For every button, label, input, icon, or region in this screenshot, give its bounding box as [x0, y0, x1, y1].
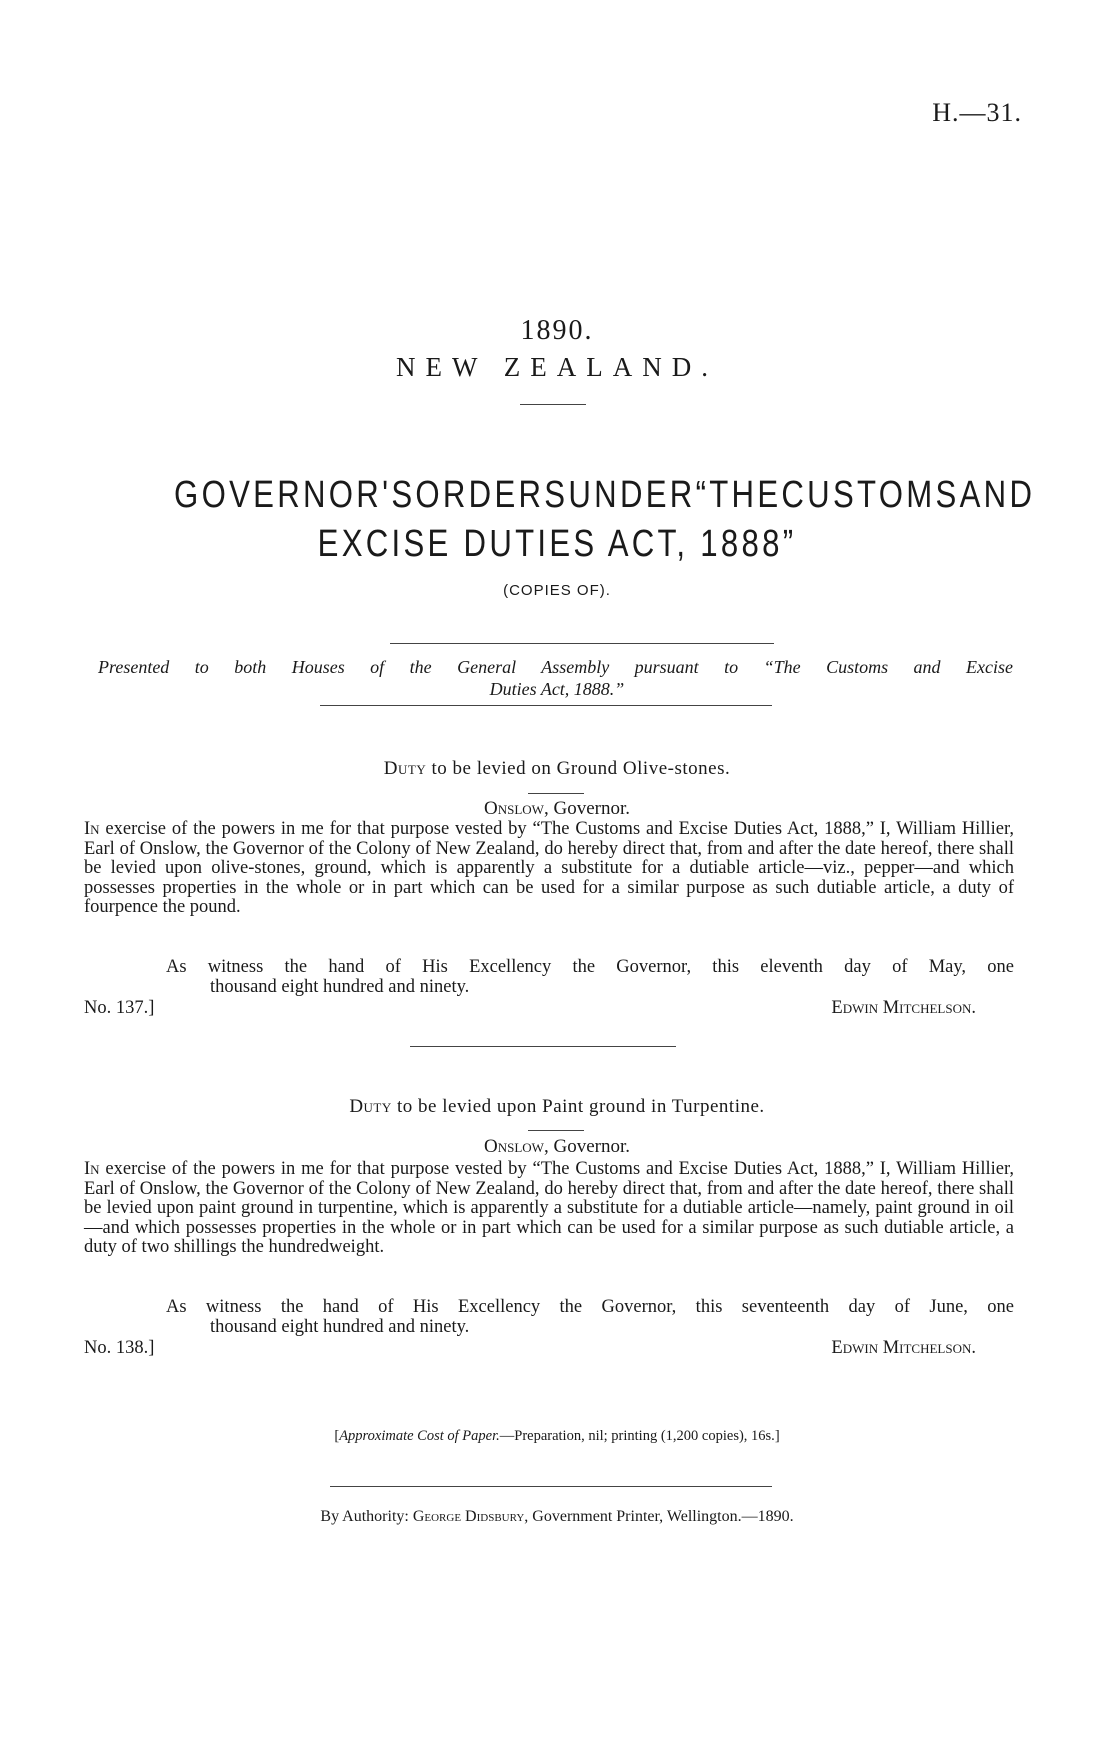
governor-title: , Governor.	[543, 798, 630, 819]
order-137-witness	[84, 958, 1014, 997]
rule-between-orders	[410, 1046, 676, 1047]
governor-name: Onslow	[484, 1136, 544, 1157]
order-137-body	[84, 820, 1014, 918]
order-number: No. 137.]	[84, 998, 155, 1018]
order-137-governor	[0, 798, 1114, 820]
order-title-rest: to be levied on Ground Olive-stones.	[426, 758, 731, 779]
order-138-title	[0, 1096, 1114, 1118]
bracket-open: [	[334, 1428, 340, 1444]
witness-line-1: As witness the hand of His Excellency the Governor, this eleventh day of May, one	[166, 957, 1014, 977]
document-subtitle: (COPIES OF).	[503, 582, 611, 599]
title-word: AND	[959, 474, 1036, 516]
document-reference: H.—31.	[932, 98, 1022, 127]
signatory: Edwin Mitchelson.	[831, 1338, 976, 1358]
witness-line-1: As witness the hand of His Excellency the Governor, this seventeenth day of June, one	[166, 1297, 1014, 1317]
order-138-governor	[0, 1136, 1114, 1158]
cost-of-paper	[0, 1428, 1114, 1445]
order-138-signature-row	[84, 1338, 976, 1359]
body-lead: In	[84, 1159, 100, 1179]
order-138-witness	[84, 1298, 1014, 1337]
body-text: exercise of the powers in me for that purpose vested by “The Customs and Excise Duties Act, 1888,” I, William Hillier, Earl of Onslow, the Governor of the Colony of New Zealand, do hereby direct that, from and after the date hereof, there shall be levied upon paint ground in turpentine, which is apparently a substitute for a dutiable article—namely, paint ground in oil—and which possesses properties in the whole or in part which can be used for a similar purpose as such dutiable article, a duty of two shillings the hundredweight.	[84, 1159, 1014, 1258]
authority-suffix: , Government Printer, Wellington.—1890.	[524, 1508, 794, 1525]
document-country: NEW ZEALAND.	[396, 352, 718, 382]
governor-name: Onslow	[484, 798, 544, 819]
presented-line-1: Presented to both Houses of the General Assembly pursuant to “The Customs and Excise	[98, 657, 1013, 677]
body-text: exercise of the powers in me for that purpose vested by “The Customs and Excise Duties Act, 1888,” I, William Hillier, Earl of Onslow, the Governor of the Colony of New Zealand, do hereby direct that, from and after the date hereof, there shall be levied upon olive-stones, ground, which is apparently a substitute for a dutiable article—viz., pepper—and which possesses properties in the whole or in part which can be used for a similar purpose as such dutiable article, a duty of fourpence the pound.	[84, 819, 1014, 918]
rule-order-137	[528, 793, 584, 794]
title-word: ORDERS	[415, 474, 569, 516]
order-138-body	[84, 1160, 1014, 1258]
authority-prefix: By Authority:	[320, 1508, 413, 1525]
governor-title: , Governor.	[543, 1136, 630, 1157]
title-word: “THE	[695, 474, 782, 516]
printer-imprint	[0, 1508, 1114, 1526]
order-title-lead: Duty	[383, 758, 427, 779]
cost-label: Approximate Cost of Paper.	[339, 1428, 500, 1444]
document-title-line-2: EXCISE DUTIES ACT, 1888”	[317, 523, 797, 565]
order-title-rest: to be levied upon Paint ground in Turpentine.	[391, 1096, 765, 1117]
cost-detail: —Preparation, nil; printing (1,200 copies), 16s.	[499, 1428, 775, 1444]
title-word: CUSTOMS	[781, 474, 960, 516]
title-word: GOVERNOR'S	[174, 474, 416, 516]
rule-below-presented	[320, 705, 772, 706]
rule-under-country	[520, 404, 586, 405]
rule-above-authority	[330, 1486, 772, 1487]
bracket-close: ]	[774, 1428, 780, 1444]
document-title-line-1	[174, 474, 1036, 517]
signatory: Edwin Mitchelson.	[831, 998, 976, 1018]
rule-above-presented	[390, 643, 774, 644]
witness-line-2: thousand eight hundred and ninety.	[210, 1316, 470, 1337]
printer-name: George Didsbury	[412, 1508, 525, 1525]
title-word: UNDER	[568, 474, 696, 516]
order-137-signature-row	[84, 998, 976, 1019]
order-number: No. 138.]	[84, 1338, 155, 1358]
presented-line-2: Duties Act, 1888.”	[489, 679, 625, 699]
witness-line-2: thousand eight hundred and ninety.	[210, 976, 470, 997]
document-year: 1890.	[520, 315, 594, 346]
order-title-lead: Duty	[349, 1096, 392, 1117]
rule-order-138	[528, 1130, 584, 1131]
order-137-title	[0, 758, 1114, 780]
body-lead: In	[84, 819, 100, 839]
